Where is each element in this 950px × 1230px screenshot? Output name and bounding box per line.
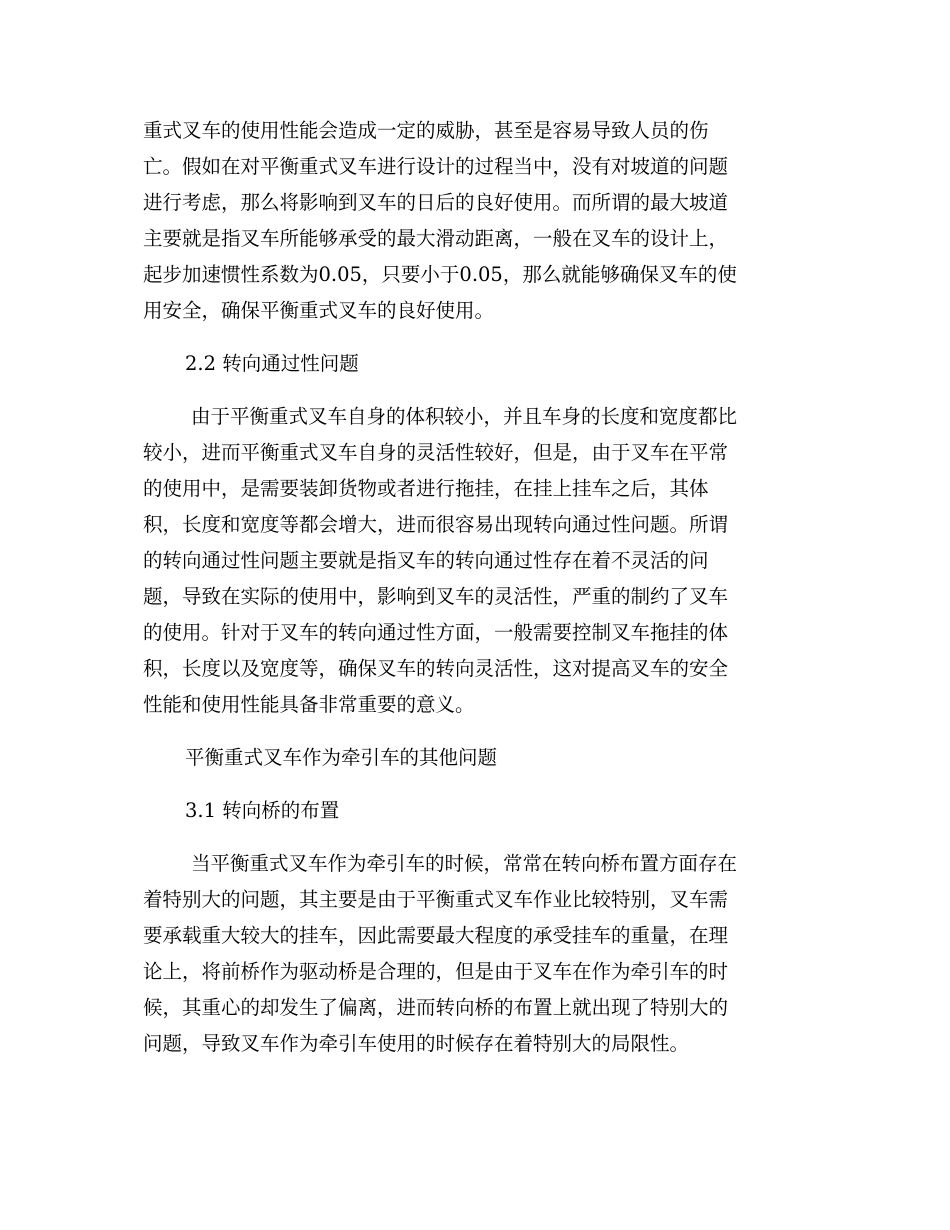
- text-line: 性能和使用性能具备非常重要的意义。: [143, 693, 475, 716]
- spacer: [143, 329, 813, 346]
- text-line: 论上，将前桥作为驱动桥是合理的，但是由于叉车在作为牵引车的时: [143, 960, 729, 983]
- paragraph-steering: [143, 399, 813, 723]
- spacer: [143, 723, 813, 740]
- text-line: 重式叉车的使用性能会造成一定的威胁，甚至是容易导致人员的伤: [143, 119, 709, 142]
- text-line: 亡。假如在对平衡重式叉车进行设计的过程当中，没有对坡道的问题: [143, 155, 729, 178]
- text-line: 的使用中，是需要装卸货物或者进行拖挂，在挂上挂车之后，其体: [143, 477, 709, 500]
- text-line: 的转向通过性问题主要就是指叉车的转向通过性存在着不灵活的问: [143, 549, 709, 572]
- text-line: 的使用。针对于叉车的转向通过性方面，一般需要控制叉车拖挂的体: [143, 621, 729, 644]
- text-line: 候，其重心的却发生了偏离，进而转向桥的布置上就出现了特别大的: [143, 996, 729, 1019]
- spacer: [143, 382, 813, 399]
- text-line: 积，长度和宽度等都会增大，进而很容易出现转向通过性问题。所谓: [143, 513, 729, 536]
- text-line: 积，长度以及宽度等，确保叉车的转向灵活性，这对提高叉车的安全: [143, 657, 729, 680]
- section-heading-2-2: 2.2 转向通过性问题: [185, 352, 359, 375]
- text-line: 题，导致在实际的使用中，影响到叉车的灵活性，严重的制约了叉车: [143, 585, 729, 608]
- paragraph-steering-axle: [143, 846, 813, 1062]
- text-line: 问题，导致叉车作为牵引车使用的时候存在着特别大的局限性。: [143, 1032, 690, 1055]
- document-body: [143, 113, 813, 1062]
- text-line: 主要就是指叉车所能够承受的最大滑动距离，一般在叉车的设计上，: [143, 227, 729, 250]
- section-heading-3: 平衡重式叉车作为牵引车的其他问题: [185, 746, 498, 769]
- text-line: 着特别大的问题，其主要是由于平衡重式叉车作业比较特别，叉车需: [143, 888, 729, 911]
- section-heading-3-1: 3.1 转向桥的布置: [185, 799, 340, 822]
- text-line: 要承载重大较大的挂车，因此需要最大程度的承受挂车的重量，在理: [143, 924, 729, 947]
- spacer: [143, 829, 813, 846]
- text-line: 较小，进而平衡重式叉车自身的灵活性较好，但是，由于叉车在平常: [143, 441, 729, 464]
- text-line: 用安全，确保平衡重式叉车的良好使用。: [143, 299, 495, 322]
- text-line: 起步加速惯性系数为0.05，只要小于0.05，那么就能够确保叉车的使: [143, 263, 737, 286]
- text-line: 当平衡重式叉车作为牵引车的时候，常常在转向桥布置方面存在: [191, 852, 738, 875]
- text-line: 由于平衡重式叉车自身的体积较小，并且车身的长度和宽度都比: [191, 405, 738, 428]
- paragraph-slope: [143, 113, 813, 329]
- spacer: [143, 776, 813, 793]
- text-line: 进行考虑，那么将影响到叉车的日后的良好使用。而所谓的最大坡道: [143, 191, 729, 214]
